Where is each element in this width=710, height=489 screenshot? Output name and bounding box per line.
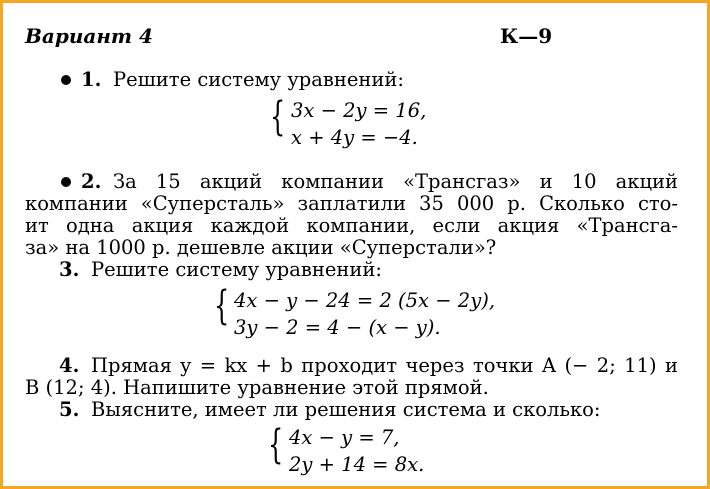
system-brace-icon: {: [214, 283, 230, 329]
problem-1-number: 1.: [81, 68, 102, 91]
problem-2-line: ит одна акция каждой компании, если акция «Трансга-: [25, 214, 678, 237]
problem-5-text: Выясните, имеет ли решения система и сколько:: [91, 398, 601, 421]
system-brace-icon: {: [268, 422, 284, 468]
problem-2-line: за» на 1000 р. дешевле акции «Суперстали»?: [25, 236, 497, 259]
system-brace-icon: {: [270, 94, 286, 140]
test-code: К—9: [500, 24, 553, 48]
problem-3-number: 3.: [59, 258, 80, 281]
problem-3-equation-2: 3y − 2 = 4 − (x − y).: [234, 316, 441, 339]
problem-5-number: 5.: [59, 398, 80, 421]
problem-2-number: 2.: [81, 170, 102, 193]
problem-2-line: компании «Суперсталь» заплатили 35 000 р. Сколько сто-: [25, 192, 678, 215]
problem-3-equation-1: 4x − y − 24 = 2 (5x − 2y),: [234, 289, 496, 312]
problem-5-equation-1: 4x − y = 7,: [289, 426, 400, 449]
variant-title: Вариант 4: [25, 24, 153, 48]
problem-4-line-2: B (12; 4). Напишите уравнение этой прямой.: [25, 376, 489, 399]
problem-5-equation-2: 2y + 14 = 8x.: [289, 453, 425, 476]
problem-1-equation-1: 3x − 2y = 16,: [291, 99, 427, 122]
difficulty-bullet-icon: [61, 177, 71, 187]
problem-3-text: Решите систему уравнений:: [91, 258, 382, 281]
problem-4-number: 4.: [59, 354, 80, 377]
difficulty-bullet-icon: [61, 75, 71, 85]
problem-4-line-1: Прямая y = kx + b проходит через точки A (− 2; 11) и: [91, 354, 678, 377]
problem-1-text: Решите систему уравнений:: [113, 68, 404, 91]
problem-1-equation-2: x + 4y = −4.: [291, 126, 418, 149]
problem-2-line: За 15 акций компании «Трансгаз» и 10 акций: [113, 170, 678, 193]
